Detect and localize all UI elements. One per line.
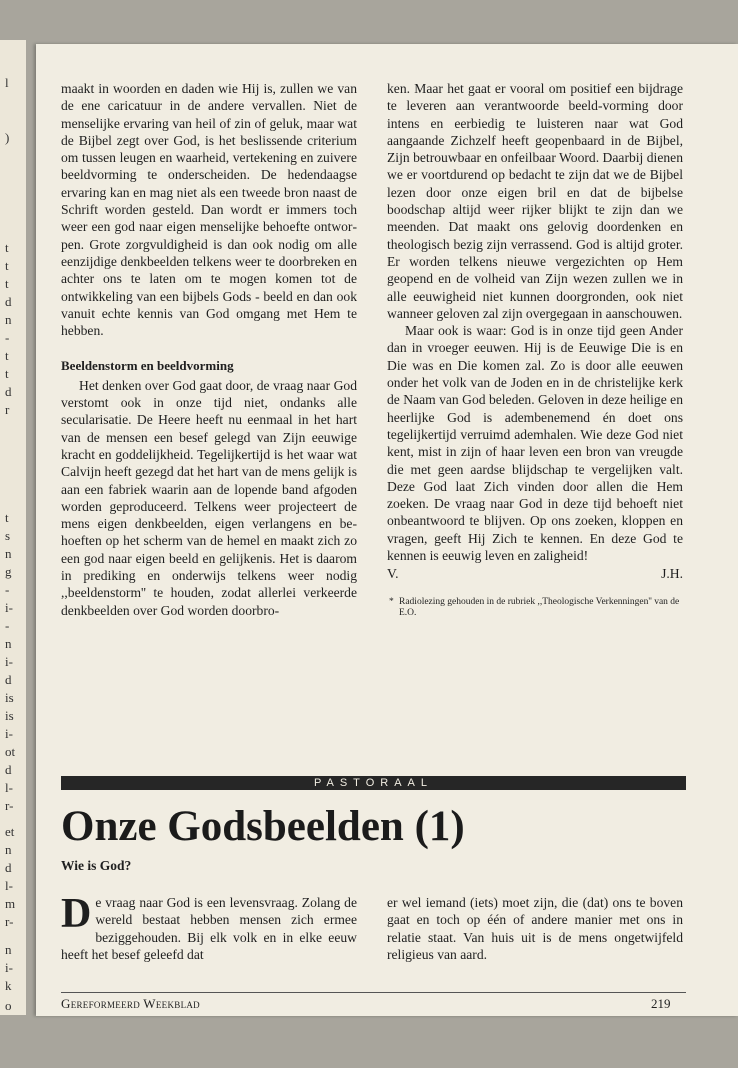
margin-fragment: d [5, 860, 12, 875]
margin-fragment: ) [5, 130, 10, 145]
footnote-text: Radiolezing gehouden in de rubriek ,,Theologische Verkenningen'' van de E.O. [399, 596, 680, 619]
margin-fragment: r [5, 402, 10, 417]
left-column-paragraph-2: Het denken over God gaat door, de vraag naar God verstomt ook in onze tijd niet, ondanks alle secularisatie. De Heere heeft nu eenmaal in het hart van de mensen een besef gelegd van Zijn eeuwige kracht en goddelijkheid. Tegelijkertijd is het waar wat Calvijn heeft gezegd dat het hart van de mens gelijk is aan een fabriek waarin aan de lopende band afgoden worden geproduceerd. Telkens weer projecteert de mens eigen denkbeelden, eigen verlangens en behoeften op het scherm van de hemel en maakt zich zo een god naar eigen beeld en gelijkenis. Het is daarom in prediking en onderwijs telkens weer nodig ,,beeldenstorm'' te houden, zodat allerlei verkeerde denkbeelden over God worden doorbro- [61, 377, 357, 618]
margin-fragment: l [5, 75, 9, 90]
left-column [61, 80, 357, 619]
section-subheading: Beeldenstorm en beeldvorming [61, 358, 234, 374]
margin-fragment: s [5, 528, 11, 543]
margin-fragment: t [5, 510, 9, 525]
margin-fragment: i- [5, 600, 13, 615]
signature-left: V. [387, 566, 399, 582]
magazine-page [36, 44, 738, 1016]
signature-line [387, 565, 683, 582]
article-title: Onze Godsbeelden (1) [61, 803, 465, 850]
margin-fragment: d [5, 294, 12, 309]
margin-fragment: g [5, 564, 12, 579]
margin-fragment: l- [5, 878, 13, 893]
margin-fragment: m [5, 896, 16, 911]
margin-fragment: d [5, 384, 12, 399]
right-column-paragraph-2: Maar ook is waar: God is in onze tijd geen Ander dan in vroeger eeuwen. Hij is de Eeuwige Die is en Die was en Die komen zal. Zo is door alle eeuwen onder het volk van de Joden en in de christelijke kerk de Naam van God beleden. Geloven in deze heilige en heerlijke God is adembenemend én doet ons tegelijkertijd verruimd ademhalen. Wie deze God niet kent, mist in zijn of haar leven een bron van vreugde die met geen aardse blijdschap te vergelijken valt. Deze God laat Zich vinden door allen die Hem zoeken. De vraag naar God in deze tijd behoeft niet onbeantwoord te blijven. Op ons zoeken, kloppen en vragen, geeft Hij Zich te kennen. En deze God te kennen is eeuwig leven en zaligheid! [387, 323, 683, 564]
margin-fragment: - [5, 618, 10, 633]
footer-rule [61, 992, 686, 993]
margin-fragment: o [5, 998, 12, 1013]
footnote [387, 597, 683, 620]
previous-page-edge [0, 40, 26, 1015]
margin-fragment: d [5, 762, 12, 777]
margin-fragment: t [5, 276, 9, 291]
margin-fragment: t [5, 348, 9, 363]
margin-fragment: t [5, 240, 9, 255]
left-column-paragraph-1: maakt in woorden en daden wie Hij is, zullen we van de ene caricatuur in de andere vervallen. Niet de menselijke ervaring van heil of zin of geluk, maar wat de Bijbel zegt over God, is het beslissende criterium om tussen leugen en waarheid, vertekening en zuivere beeldvorming te onderscheiden. De hedendaagse ervaring kan en mag niet als een tweede bron naast de Schrift worden gesteld. Dan wordt er immers toch weer een god naar eigen menselijke behoefte ontworpen. Grote zorgvuldigheid is dan ook nodig om alle eenzijdige denkbeelden telkens weer te doorbreken en achter ons te laten om te mogen komen tot de ontwikkeling van een bijbels Gods - beeld en dan ook vanuit echte kennis van God omgang met Hem te hebben. [61, 81, 357, 339]
article-right-column [387, 894, 683, 963]
footer-publication-name: Gereformeerd Weekblad [61, 996, 200, 1011]
margin-fragment: i- [5, 726, 13, 741]
right-column-paragraph-1: ken. Maar het gaat er vooral om positief een bijdrage te leveren aan verantwoorde beeld-vorming door intens en eerbiedig te luisteren naar wat God aangaande Zichzelf heeft geopenbaard in de Bijbel, Zijn betrouwbaar en onfeilbaar Woord. Daarbij dienen we er voortdurend op bedacht te zijn dat we de Bijbel lezen door onze eigen bril en dat de bijbelse boodschap altijd weer rijker blijkt te zijn dan we meenden. Dat maakt ons gelovig doordenken en theologisch bezig zijn verrassend. God is altijd groter. Er worden telkens nieuwe vergezichten op Hem geopend en de volheid van Zijn wezen zullen we in alle eeuwigheid niet kunnen doorgronden, ook niet wanneer geloven zal zijn overgegaan in aanschouwen. [387, 81, 683, 321]
footnote-mark: * [389, 596, 394, 607]
margin-fragment: r- [5, 798, 14, 813]
margin-fragment: n [5, 312, 12, 327]
margin-fragment: is [5, 690, 14, 705]
margin-fragment: i- [5, 960, 13, 975]
margin-fragment: - [5, 330, 10, 345]
article-left-column [61, 891, 357, 963]
article-intro-text: e vraag naar God is een levensvraag. Zolang de wereld bestaat hebben mensen zich ermee beziggehouden. Bij elk volk en in elke eeuw heeft het besef geleefd dat [61, 895, 357, 962]
margin-fragment: l- [5, 780, 13, 795]
right-column [387, 80, 683, 620]
page-number: 219 [651, 996, 671, 1011]
margin-fragment: - [5, 582, 10, 597]
margin-fragment: d [5, 672, 12, 687]
margin-fragment: n [5, 842, 12, 857]
margin-fragment: n [5, 942, 12, 957]
margin-fragment: i- [5, 654, 13, 669]
signature-right: J.H. [661, 566, 683, 582]
article-subtitle: Wie is God? [61, 858, 132, 873]
article-intro-paragraph [61, 891, 357, 963]
margin-fragment: is [5, 708, 14, 723]
margin-fragment: et [5, 824, 15, 839]
margin-fragment: n [5, 546, 12, 561]
drop-cap: D [61, 891, 92, 937]
article-continuation-paragraph: er wel iemand (iets) moet zijn, die (dat) ons te boven gaat en toch op één of andere manier met ons in relatie staat. Van huis uit is de mens ongetwijfeld religieus van aard. [387, 895, 683, 962]
margin-fragment: t [5, 366, 9, 381]
margin-fragment: ot [5, 744, 16, 759]
margin-fragment: k [5, 978, 12, 993]
margin-fragment: r- [5, 914, 14, 929]
section-label-bar: PASTORAAL [61, 776, 686, 790]
margin-fragment: n [5, 636, 12, 651]
margin-fragment: t [5, 258, 9, 273]
